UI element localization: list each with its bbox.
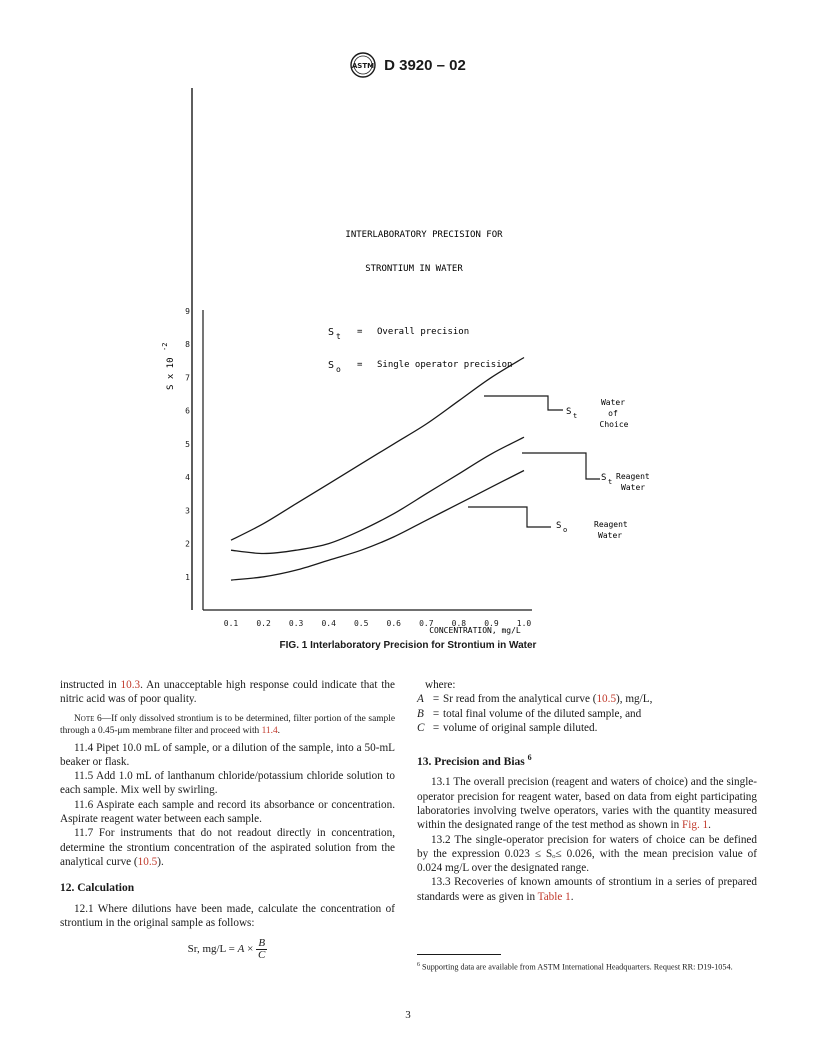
curve1-label-symbol: S [566, 407, 572, 417]
y-tick-label: 7 [185, 373, 190, 383]
curve1-label-line2: of [608, 409, 618, 418]
where-row-a [417, 692, 757, 706]
legend-so-text: Single operator precision [377, 360, 513, 370]
figure-title-line1: INTERLABORATORY PRECISION FOR [345, 230, 503, 240]
text-span: . [708, 819, 711, 832]
link-table-1[interactable]: Table 1 [537, 890, 571, 903]
link-fig-1[interactable]: Fig. 1 [682, 819, 709, 832]
text-span: ), mg/L, [616, 693, 653, 706]
x-tick-label: 0.3 [288, 619, 304, 628]
y-tick-label: 9 [185, 307, 190, 316]
where-a-symbol: A [417, 693, 424, 706]
footnote-ref-6: 6 [527, 753, 532, 763]
x-tick-label: 0.7 [419, 619, 434, 628]
where-c-eq: = [432, 721, 440, 734]
text-span: ). [157, 855, 164, 868]
text-span: 13.3 Recoveries of known amounts of strontium in a series of prepared standards were as given in [417, 876, 757, 903]
x-tick-label: 0.8 [451, 619, 467, 628]
where-c-symbol: C [417, 721, 425, 734]
text-span: 13.1 The overall precision (reagent and waters of choice) and the single-operator precision for reagent water, based on data from eight participating laboratories involving twelve operators, varies with the quantity measured within the designated range of the test method as shown in [417, 776, 757, 832]
x-tick-label: 0.9 [484, 619, 499, 628]
y-tick-label: 2 [185, 539, 190, 549]
footnote-text: Supporting data are available from ASTM International Headquarters. Request RR: D19-1054. [420, 962, 733, 972]
legend-st-symbol: S [328, 327, 335, 338]
paragraph-11-5: 11.5 Add 1.0 mL of lanthanum chloride/potassium chloride solution to each sample. Mix well by swirling. [60, 770, 395, 797]
where-b-def: total final volume of the diluted sample, and [443, 707, 642, 720]
where-a-def [443, 692, 757, 706]
paragraph-13-2: 13.2 The single-operator precision for waters of choice can be defined by the expression 0.023 ≤ Sₒ≤ 0.026, with the mean precision value of 0.024 mg/L over the designated range. [417, 833, 757, 875]
chart-axes [192, 88, 532, 610]
curve3-label-line1: Reagent [594, 520, 628, 529]
link-10-5[interactable]: 10.5 [137, 855, 158, 868]
x-axis-label: CONCENTRATION, mg/L [429, 626, 521, 635]
where-row-b [417, 707, 757, 721]
legend-so-sub: o [336, 365, 341, 374]
page-number: 3 [405, 1009, 411, 1021]
x-tick-label: 0.2 [256, 619, 271, 628]
where-row-c [417, 721, 757, 735]
curve2-label-sub: t [608, 478, 613, 486]
document-code: D 3920 – 02 [384, 56, 466, 74]
where-label: where: [425, 679, 456, 691]
legend-st-text: Overall precision [377, 327, 470, 337]
series-line-1 [231, 358, 524, 541]
paragraph-12-1: 12.1 Where dilutions have been made, calculate the concentration of strontium in the original sample as follows: [60, 902, 395, 929]
left-column [60, 678, 395, 961]
section-13-heading [417, 751, 757, 769]
where-c-def: volume of original sample diluted. [443, 721, 598, 734]
text-span: . An unacceptable high response could indicate that the nitric acid was of poor quality. [60, 679, 395, 706]
curve3-callout-leader [468, 507, 551, 527]
y-tick-label: 4 [185, 473, 190, 483]
footnote-rule [417, 954, 501, 955]
legend-st-eq: = [357, 327, 363, 337]
curve1-label-line3: Choice [599, 420, 629, 429]
paragraph-continuation [60, 678, 395, 707]
note-6-label: Note 6 [74, 713, 102, 724]
link-11-4[interactable]: 11.4 [261, 725, 278, 736]
curve2-label-symbol: S [601, 473, 607, 483]
y-tick-label: 3 [185, 506, 190, 516]
x-tick-label: 0.4 [321, 619, 336, 628]
link-10-3[interactable]: 10.3 [120, 679, 141, 691]
formula-lhs: Sr, mg/L = [187, 943, 238, 956]
curve1-label-sub: t [573, 412, 578, 420]
heading-text: 13. Precision and Bias [417, 756, 528, 769]
formula-denominator: C [258, 949, 266, 962]
text-span: —If only dissolved strontium is to be determined, filter portion of the sample through a 0.45-μm membrane filter and proceed with [60, 713, 395, 736]
curve1-label-line1: Water [600, 398, 626, 407]
x-tick-label: 0.1 [223, 619, 239, 628]
footnote-6 [417, 960, 757, 973]
where-b-eq: = [432, 707, 440, 720]
text-span: . [277, 725, 280, 736]
y-tick-label: 8 [185, 340, 190, 350]
y-tick-label: 1 [185, 572, 190, 582]
x-tick-label: 1.0 [516, 619, 532, 628]
curve2-label-line1: Reagent [616, 472, 650, 481]
y-axis-label: S x 10 [166, 357, 176, 390]
x-tick-label: 0.6 [386, 619, 402, 628]
paragraph-13-1 [417, 775, 757, 832]
paragraph-11-6: 11.6 Aspirate each sample and record its absorbance or concentration. Aspirate reagent water between each sample. [60, 798, 395, 826]
where-b-symbol: B [417, 707, 424, 720]
curve2-label-line2: Water [621, 483, 646, 492]
curve3-label-symbol: S [556, 521, 562, 531]
formula-a: A [237, 943, 245, 956]
formula-numerator: B [256, 938, 267, 950]
formula-fraction [256, 938, 267, 961]
calculation-formula [60, 938, 395, 961]
section-12-heading: 12. Calculation [60, 882, 135, 895]
text-span: Sr read from the analytical curve ( [443, 693, 597, 706]
curve3-label-sub: o [563, 526, 568, 534]
legend-so-eq: = [357, 360, 363, 370]
paragraph-11-7 [60, 826, 395, 869]
text-span: . [570, 890, 574, 903]
legend-so-symbol: S [328, 360, 335, 371]
note-6 [60, 713, 395, 737]
link-10-5-b[interactable]: 10.5 [596, 693, 617, 706]
paragraph-13-3 [417, 875, 757, 904]
footnote-marker: 6 [417, 962, 420, 968]
legend-st-sub: t [336, 332, 341, 341]
formula-times: × [244, 943, 257, 956]
curve1-callout-leader [484, 396, 563, 410]
right-column [417, 678, 757, 904]
where-a-eq: = [432, 693, 440, 706]
text-span: instructed in [60, 679, 121, 691]
curve3-label-line2: Water [598, 531, 623, 540]
x-tick-label: 0.5 [353, 619, 369, 628]
series-line-3 [231, 471, 524, 581]
figure-title-line2: STRONTIUM IN WATER [365, 264, 463, 274]
y-tick-label: 5 [185, 439, 190, 449]
curve2-callout-leader [522, 453, 600, 479]
svg-text:ASTM: ASTM [352, 62, 375, 70]
series-line-2 [231, 437, 524, 553]
y-axis-label-exponent: -2 [161, 342, 169, 351]
paragraph-11-4: 11.4 Pipet 10.0 mL of sample, or a dilution of the sample, into a 50-mL beaker or flask. [60, 741, 395, 768]
chart-curves [231, 358, 524, 581]
figure-caption: FIG. 1 Interlaboratory Precision for Strontium in Water [279, 640, 537, 651]
y-tick-label: 6 [185, 406, 190, 416]
text-span: 11.7 For instruments that do not readout directly in concentration, determine the strontium concentration of the aspirated solution from the analytical curve ( [60, 827, 395, 868]
